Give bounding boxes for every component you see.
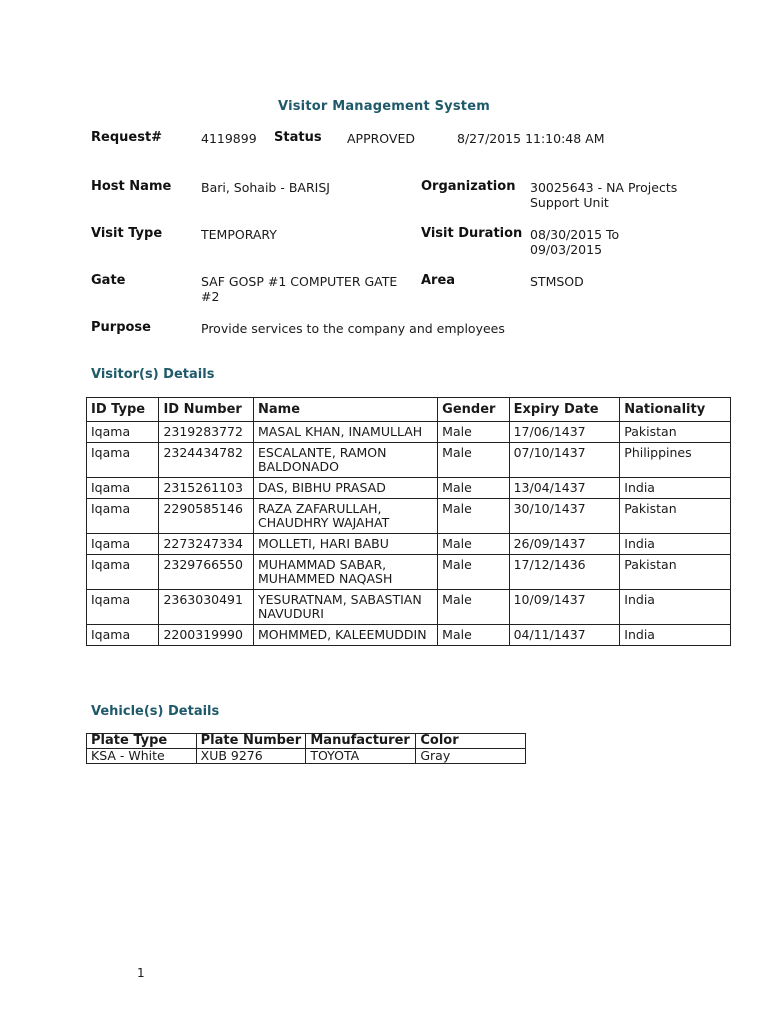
purpose-label: Purpose <box>91 320 151 335</box>
visitor-cell: 2200319990 <box>159 625 254 646</box>
visitor-cell: MASAL KHAN, INAMULLAH <box>254 422 438 443</box>
visitor-cell: Iqama <box>87 478 159 499</box>
visitor-cell: Iqama <box>87 499 159 534</box>
visitor-row <box>87 534 731 555</box>
visitor-cell: Male <box>438 422 509 443</box>
visitor-cell: India <box>620 625 731 646</box>
visitors-heading: Visitor(s) Details <box>91 367 215 382</box>
status-value: APPROVED <box>347 131 416 146</box>
visit-type-label: Visit Type <box>91 226 163 241</box>
visitor-cell: Iqama <box>87 534 159 555</box>
gate-value <box>201 274 397 304</box>
visitor-cell: 13/04/1437 <box>509 478 620 499</box>
visitor-row <box>87 422 731 443</box>
visitor-cell: 26/09/1437 <box>509 534 620 555</box>
area-value: STMSOD <box>530 274 584 289</box>
visitor-cell: 07/10/1437 <box>509 443 620 478</box>
visitor-cell: Philippines <box>620 443 731 478</box>
visitor-row <box>87 555 731 590</box>
request-label: Request# <box>91 130 163 145</box>
gate-value-line1: SAF GOSP #1 COMPUTER GATE <box>201 274 398 289</box>
purpose-value: Provide services to the company and employees <box>201 321 505 336</box>
visitor-column-header: Expiry Date <box>509 398 620 422</box>
gate-value-line2: #2 <box>201 289 220 304</box>
vehicle-row <box>87 749 526 764</box>
vehicle-column-header: Manufacturer <box>306 734 416 749</box>
visit-duration-value <box>530 227 619 257</box>
visitor-cell: 2324434782 <box>159 443 254 478</box>
vehicle-column-header: Plate Number <box>196 734 306 749</box>
host-name-value: Bari, Sohaib - BARISJ <box>201 180 330 195</box>
visitor-cell: DAS, BIBHU PRASAD <box>254 478 438 499</box>
visitor-column-header: Name <box>254 398 438 422</box>
visit-duration-line1: 08/30/2015 To <box>530 227 620 242</box>
visit-duration-label: Visit Duration <box>421 226 523 241</box>
visitor-cell: India <box>620 590 731 625</box>
visit-duration-line2: 09/03/2015 <box>530 242 603 257</box>
visitor-cell: Iqama <box>87 590 159 625</box>
organization-value <box>530 180 677 210</box>
organization-label: Organization <box>421 179 516 194</box>
visitor-row <box>87 625 731 646</box>
visitor-column-header: ID Number <box>159 398 254 422</box>
visitor-cell: India <box>620 534 731 555</box>
visitor-cell: Male <box>438 590 509 625</box>
visitor-cell: Male <box>438 443 509 478</box>
visitors-header-row <box>87 398 731 422</box>
vehicle-column-header: Plate Type <box>87 734 197 749</box>
vehicle-cell: TOYOTA <box>306 749 416 764</box>
visitor-cell: Iqama <box>87 625 159 646</box>
vehicle-column-header: Color <box>416 734 526 749</box>
visitor-cell: 04/11/1437 <box>509 625 620 646</box>
visitor-cell: 17/12/1436 <box>509 555 620 590</box>
visitor-cell: Male <box>438 499 509 534</box>
vehicles-header-row <box>87 734 526 749</box>
vehicles-table <box>86 733 526 764</box>
page-title: Visitor Management System <box>278 99 490 114</box>
visitor-cell: Iqama <box>87 555 159 590</box>
gate-label: Gate <box>91 273 126 288</box>
visitor-cell: 2319283772 <box>159 422 254 443</box>
visitor-cell: ESCALANTE, RAMON BALDONADO <box>254 443 438 478</box>
visitor-cell: Male <box>438 625 509 646</box>
area-label: Area <box>421 273 456 288</box>
visitor-cell: Pakistan <box>620 499 731 534</box>
visitor-row <box>87 590 731 625</box>
visitor-cell: MOLLETI, HARI BABU <box>254 534 438 555</box>
visitor-row <box>87 443 731 478</box>
visitor-column-header: Nationality <box>620 398 731 422</box>
status-label: Status <box>274 130 322 145</box>
visitor-cell: Iqama <box>87 443 159 478</box>
visitor-cell: 2315261103 <box>159 478 254 499</box>
request-datetime: 8/27/2015 11:10:48 AM <box>457 131 605 146</box>
visitor-cell: Pakistan <box>620 422 731 443</box>
visitor-cell: 2329766550 <box>159 555 254 590</box>
visitor-cell: 10/09/1437 <box>509 590 620 625</box>
vehicle-cell: KSA - White <box>87 749 197 764</box>
visitor-cell: Male <box>438 555 509 590</box>
visitor-cell: 30/10/1437 <box>509 499 620 534</box>
visitor-cell: India <box>620 478 731 499</box>
host-name-label: Host Name <box>91 179 172 194</box>
page-number: 1 <box>137 966 145 980</box>
visitor-cell: 17/06/1437 <box>509 422 620 443</box>
visitor-cell: 2363030491 <box>159 590 254 625</box>
visit-type-value: TEMPORARY <box>201 227 277 242</box>
organization-value-line2: Support Unit <box>530 195 609 210</box>
visitor-cell: Male <box>438 478 509 499</box>
visitor-cell: MUHAMMAD SABAR, MUHAMMED NAQASH <box>254 555 438 590</box>
visitor-cell: Pakistan <box>620 555 731 590</box>
visitor-cell: Iqama <box>87 422 159 443</box>
visitor-cell: Male <box>438 534 509 555</box>
visitor-cell: RAZA ZAFARULLAH, CHAUDHRY WAJAHAT <box>254 499 438 534</box>
visitor-cell: 2273247334 <box>159 534 254 555</box>
visitor-cell: YESURATNAM, SABASTIAN NAVUDURI <box>254 590 438 625</box>
organization-value-line1: 30025643 - NA Projects <box>530 180 678 195</box>
visitor-row <box>87 478 731 499</box>
vehicles-heading: Vehicle(s) Details <box>91 704 220 719</box>
vehicle-cell: Gray <box>416 749 526 764</box>
vehicle-cell: XUB 9276 <box>196 749 306 764</box>
visitor-cell: MOHMMED, KALEEMUDDIN <box>254 625 438 646</box>
visitor-cell: 2290585146 <box>159 499 254 534</box>
request-number: 4119899 <box>201 131 257 146</box>
visitor-column-header: Gender <box>438 398 509 422</box>
visitors-table <box>86 397 731 646</box>
visitor-row <box>87 499 731 534</box>
visitor-column-header: ID Type <box>87 398 159 422</box>
